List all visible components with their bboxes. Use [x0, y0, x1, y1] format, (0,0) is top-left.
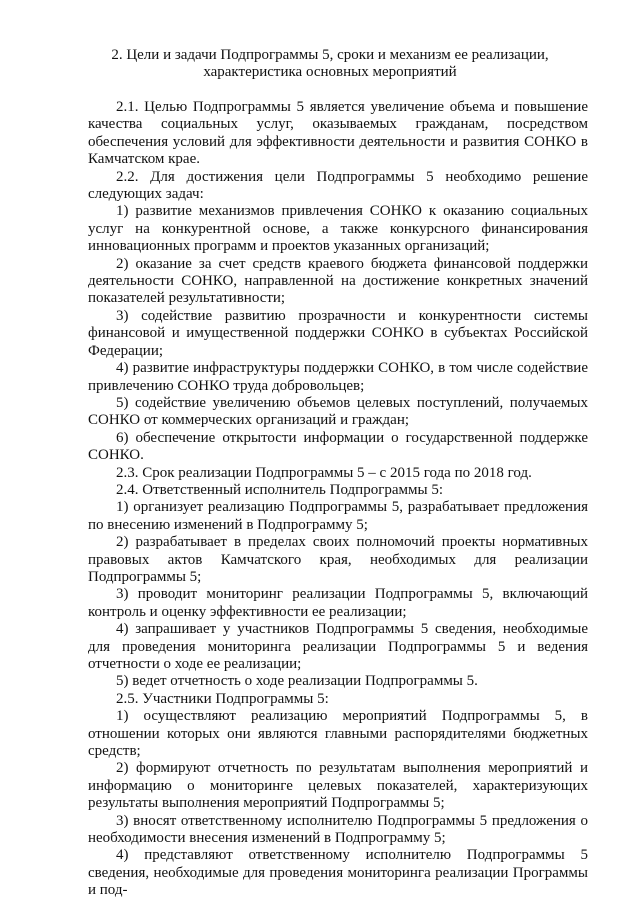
task-item: 4) развитие инфраструктуры поддержки СОНКО, в том числе содействие привлечению СОНКО труда добровольцев;: [88, 360, 588, 394]
executor-duty-item: 4) запрашивает у участников Подпрограммы 5 сведения, необходимые для проведения мониторинга реализации Подпрограммы 5 и ведения отчетности о ходе ее реализации;: [88, 621, 588, 672]
paragraph-2-3: 2.3. Срок реализации Подпрограммы 5 – с 2015 года по 2018 год.: [116, 464, 532, 481]
task-item: 5) содействие увеличению объемов целевых поступлений, получаемых СОНКО от коммерческих организаций и граждан;: [88, 394, 588, 429]
task-item: 3) содействие развитию прозрачности и конкурентности системы финансовой и имущественной поддержки СОНКО в субъектах Российской Федерации;: [88, 307, 588, 359]
section-title-line-2: характеристика основных мероприятий: [203, 64, 457, 80]
executor-duty-item: 3) проводит мониторинг реализации Подпрограммы 5, включающий контроль и оценку эффективности ее реализации;: [88, 586, 588, 620]
executor-duty-item: 1) организует реализацию Подпрограммы 5, разрабатывает предложения по внесению изменений в Подпрограмму 5;: [88, 499, 588, 533]
task-item: 6) обеспечение открытости информации о государственной поддержке СОНКО.: [88, 429, 588, 464]
executor-duty-item: 2) разрабатывает в пределах своих полномочий проекты нормативных правовых актов Камчатского края, необходимых для реализации Подпрограммы 5;: [88, 534, 588, 585]
paragraph-2-5: 2.5. Участники Подпрограммы 5:: [116, 690, 329, 707]
paragraph-2-4: 2.4. Ответственный исполнитель Подпрограммы 5:: [116, 481, 443, 498]
participant-duty-item: 2) формируют отчетность по результатам выполнения мероприятий и информацию о мониторинге целевых показателей, характеризующих результаты выполнения мероприятий Подпрограммы 5;: [88, 760, 588, 812]
document-body: [88, 99, 588, 900]
participant-duty-item: 3) вносят ответственному исполнителю Подпрограммы 5 предложения о необходимости внесения изменений в Подпрограмму 5;: [88, 812, 588, 847]
executor-duty-item: 5) ведет отчетность о ходе реализации Подпрограммы 5.: [116, 673, 478, 690]
participant-duty-item: 1) осуществляют реализацию мероприятий Подпрограммы 5, в отношении которых они являются главными распорядителями бюджетных средств;: [88, 708, 588, 760]
task-item: 2) оказание за счет средств краевого бюджета финансовой поддержки деятельности СОНКО, направленной на достижение конкретных значений показателей результативности;: [88, 255, 588, 307]
section-title-line-1: 2. Цели и задачи Подпрограммы 5, сроки и механизм ее реализации,: [111, 47, 549, 63]
participant-duty-item: 4) представляют ответственному исполнителю Подпрограммы 5 сведения, необходимые для проведения мониторинга реализации Программы и под-: [88, 847, 588, 899]
paragraph-2-2: 2.2. Для достижения цели Подпрограммы 5 необходимо решение следующих задач:: [88, 168, 588, 203]
task-item: 1) развитие механизмов привлечения СОНКО к оказанию социальных услуг на конкурентной основе, а также конкурсного финансирования инновационных программ и проектов указанных организаций;: [88, 203, 588, 255]
paragraph-2-1: 2.1. Целью Подпрограммы 5 является увеличение объема и повышение качества социальных услуг, оказываемых гражданам, посредством обеспечения условий для эффективности деятельности и развития СОНКО в Камчатском крае.: [88, 99, 588, 168]
